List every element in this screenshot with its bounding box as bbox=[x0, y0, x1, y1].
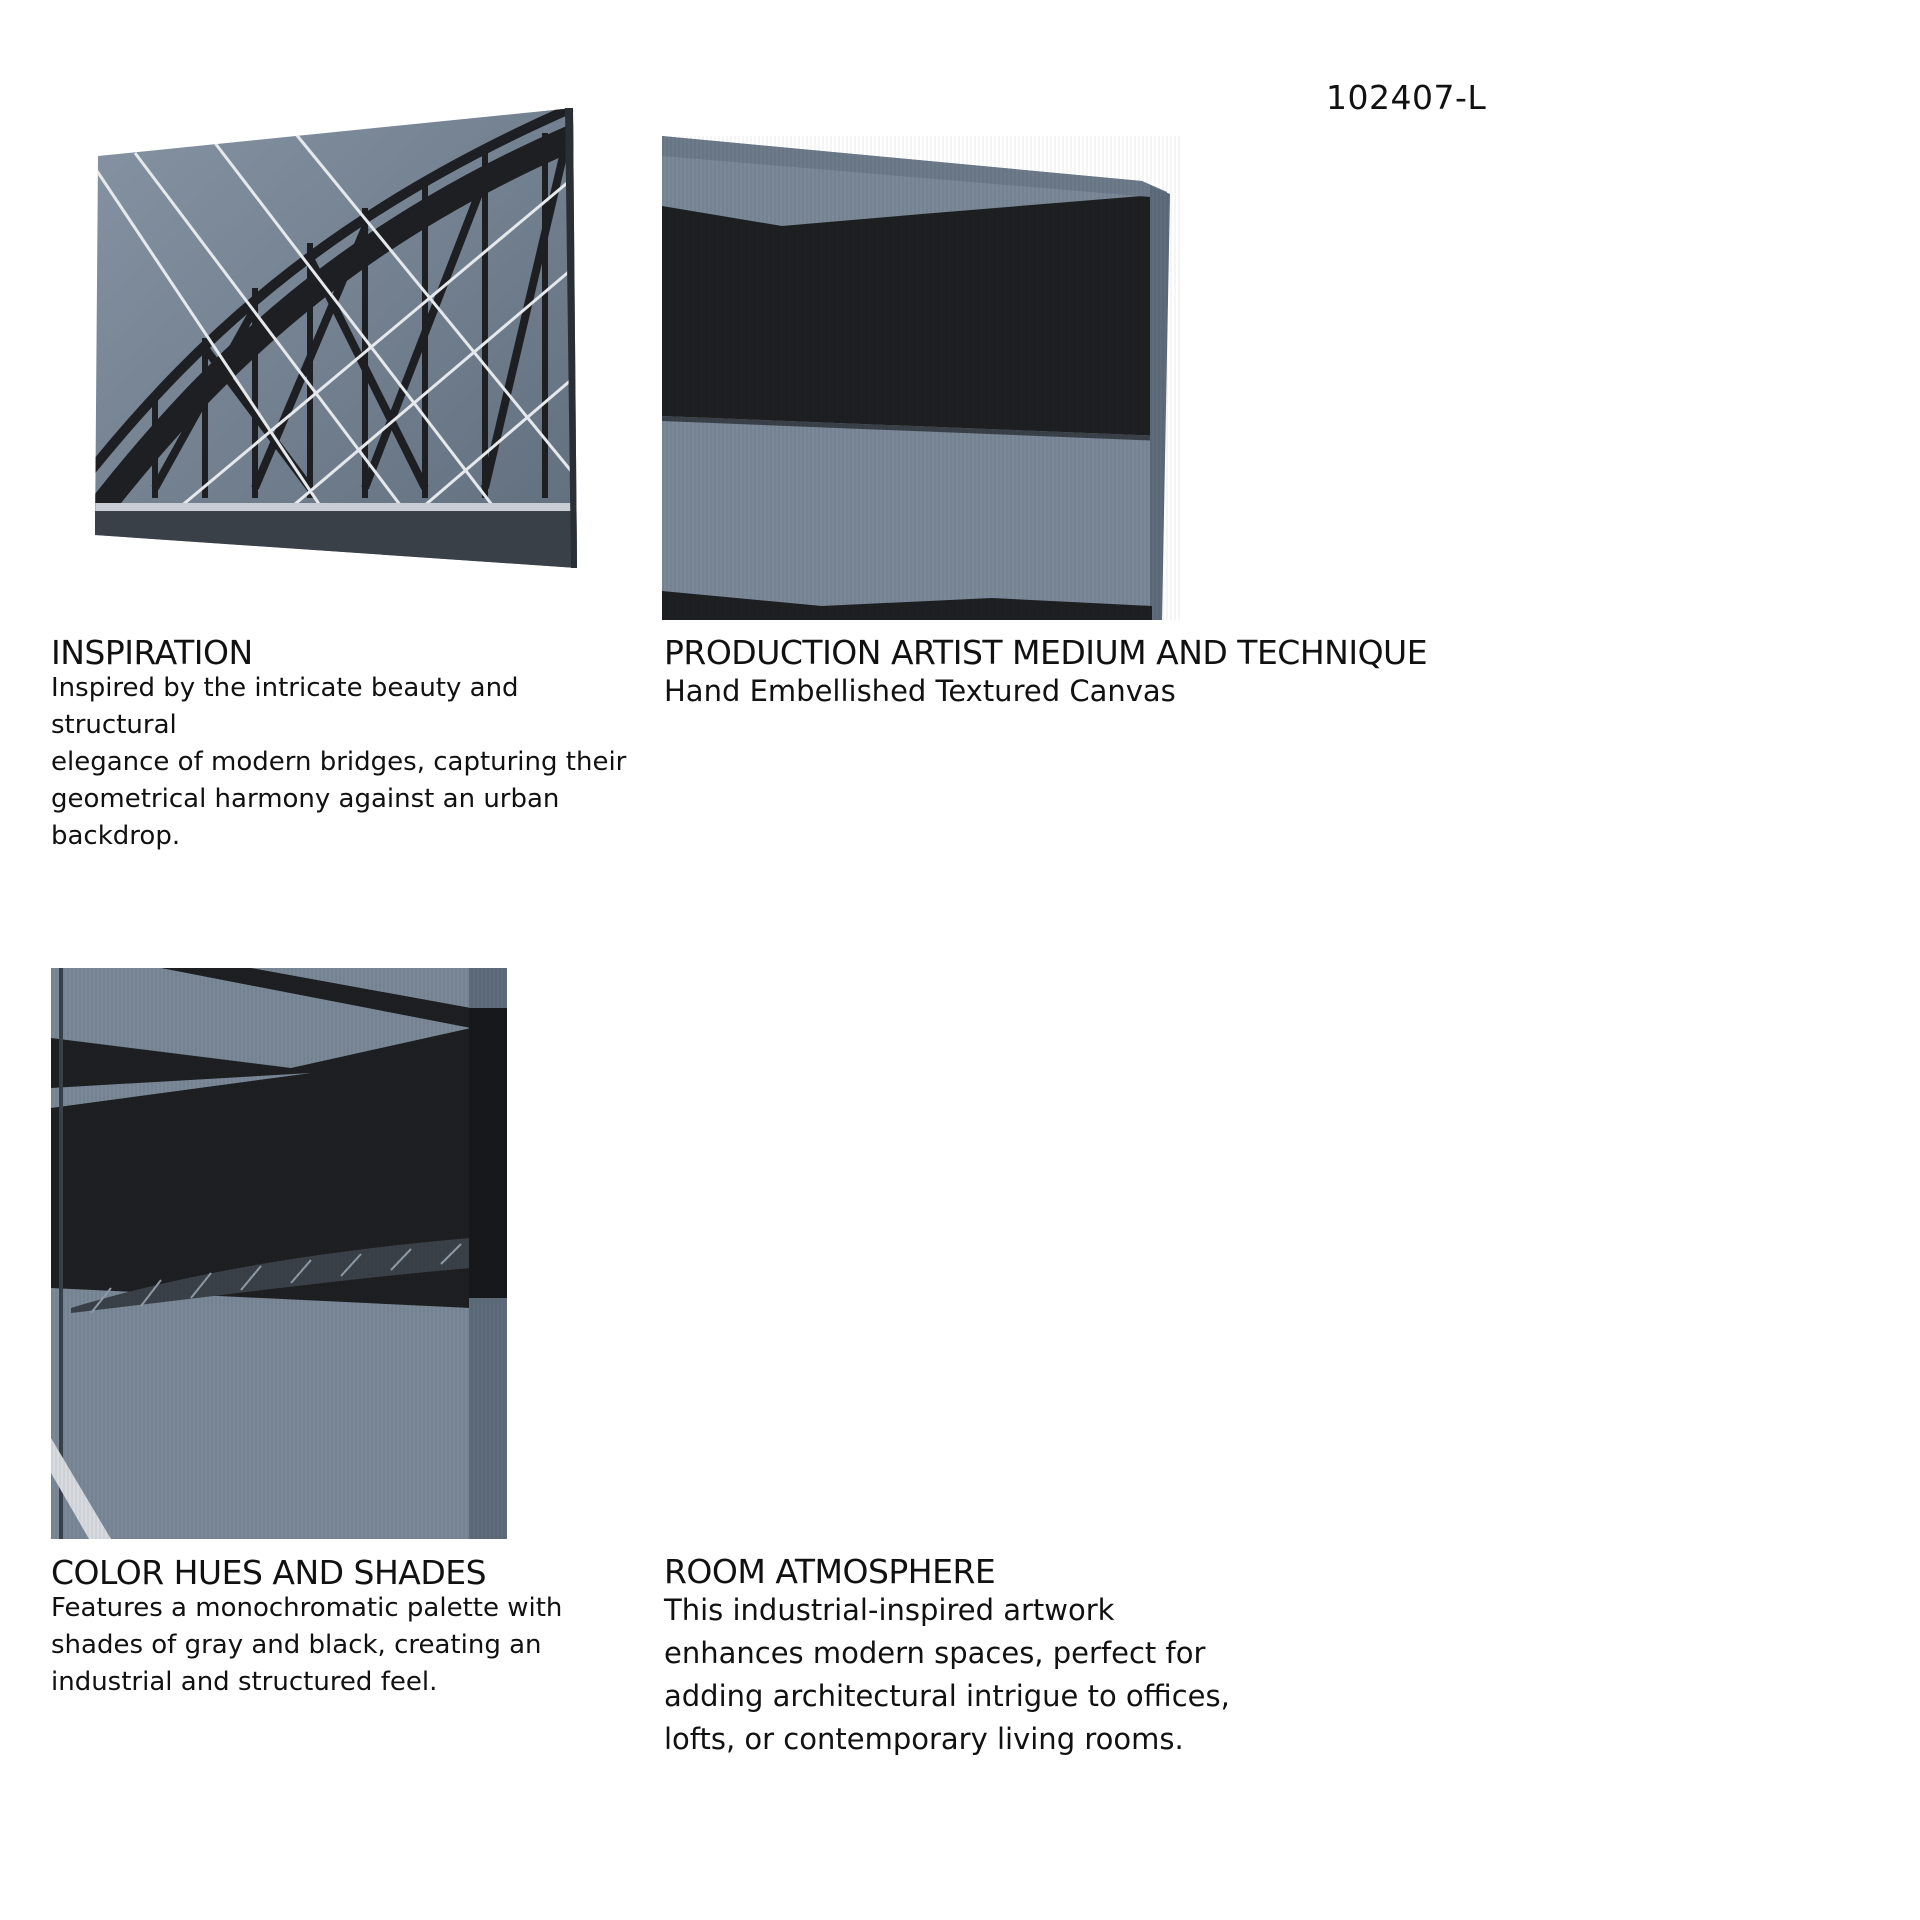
color-line: industrial and structured feel. bbox=[51, 1667, 438, 1697]
inspiration-line: elegance of modern bridges, capturing their bbox=[51, 747, 627, 777]
product-code: 102407-L bbox=[1326, 78, 1487, 117]
canvas-edge-closeup-image bbox=[662, 136, 1180, 620]
production-line: Hand Embellished Textured Canvas bbox=[664, 674, 1176, 708]
color-heading: COLOR HUES AND SHADES bbox=[51, 1553, 487, 1592]
room-line: enhances modern spaces, perfect for bbox=[664, 1636, 1206, 1670]
color-line: Features a monochromatic palette with bbox=[51, 1593, 563, 1623]
room-line: adding architectural intrigue to offices, bbox=[664, 1679, 1230, 1713]
inspiration-line: geometrical harmony against an urban bbox=[51, 784, 560, 814]
inspiration-heading: INSPIRATION bbox=[51, 633, 253, 672]
inspiration-line: backdrop. bbox=[51, 821, 181, 851]
room-line: lofts, or contemporary living rooms. bbox=[664, 1722, 1184, 1756]
production-section bbox=[664, 633, 1564, 713]
canvas-angled-image bbox=[95, 108, 585, 568]
room-heading: ROOM ATMOSPHERE bbox=[664, 1552, 996, 1591]
color-line: shades of gray and black, creating an bbox=[51, 1630, 542, 1660]
room-line: This industrial-inspired artwork bbox=[664, 1593, 1115, 1627]
room-section bbox=[664, 1552, 1364, 1761]
production-heading: PRODUCTION ARTIST MEDIUM AND TECHNIQUE bbox=[664, 633, 1428, 672]
inspiration-section bbox=[51, 633, 631, 855]
canvas-detail-image bbox=[51, 968, 507, 1539]
color-section bbox=[51, 1553, 631, 1701]
inspiration-line: Inspired by the intricate beauty and structural bbox=[51, 673, 519, 740]
